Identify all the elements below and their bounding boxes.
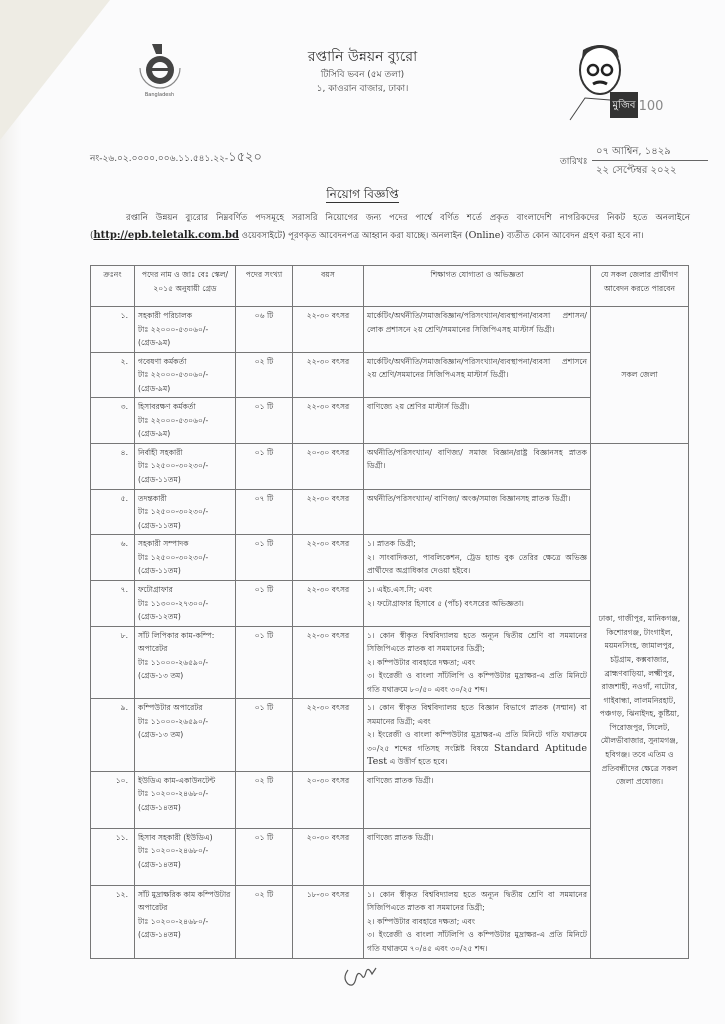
cell-serial: ৯. [91, 699, 135, 772]
table-row [91, 307, 689, 353]
cell-post [135, 699, 236, 772]
grade: (গ্রেড-১২তম) [138, 612, 181, 621]
cell-districts-all: সকল জেলা [591, 307, 689, 444]
org-name: রপ্তানি উন্নয়ন ব্যুরো [307, 49, 418, 65]
cell-age: ২২-৩০ বৎসর [293, 535, 364, 581]
pay-scale: টাঃ ১২৫০০-৩০২৩০/- [138, 461, 209, 470]
pay-scale: টাঃ ২২০০০-৫৩০৬০/- [138, 415, 209, 425]
cell-qualification [364, 699, 591, 772]
cell-serial: ৩. [91, 398, 135, 444]
grade: (গ্রেড-১১তম) [138, 474, 181, 484]
cell-post [135, 398, 236, 444]
cell-qualification [364, 398, 591, 444]
qual-line: ১। কোন স্বীকৃত বিশ্ববিদ্যালয় হতে অন্যূন দ্বিতীয় শ্রেণি বা সমমানের সিজিপিএতে স্নাতক বা সমমানের ডিগ্রী; [367, 630, 587, 653]
grade: (গ্রেড-১৪তম) [138, 802, 181, 812]
pay-scale: টাঃ ২২০০০-৫৩০৬০/- [138, 324, 209, 334]
intro-paragraph [90, 210, 690, 245]
post-name: গবেষণা কর্মকর্তা [138, 356, 187, 366]
post-name: নির্বাহী সহকারী [138, 447, 183, 457]
post-name: তদন্তকারী [138, 493, 167, 503]
header-serial: ক্রঃনং [91, 266, 135, 307]
vacancy-table [90, 265, 689, 959]
qual-tail: এ উত্তীর্ণ হতে হবে। [387, 757, 448, 766]
cell-qualification [364, 885, 591, 958]
pay-scale: টাঃ ২২০০০-৫৩০৬০/- [138, 370, 209, 379]
memo-number [90, 148, 262, 169]
grade: (গ্রেড-৯ম) [138, 383, 171, 393]
qual-line: ১। স্নাতক ডিগ্রী; [367, 539, 416, 548]
qual-line: বাণিজ্যে স্নাতক ডিগ্রী। [367, 775, 434, 785]
cell-districts-list: ঢাকা, গাজীপুর, মানিকগঞ্জ, কিশোরগঞ্জ, টাংগাইল, ময়মনসিংহ, জামালপুর, চট্টগ্রাম, কক্সবাজার, ব্রাহ্মণবাড়িয়া, লক্ষ্মীপুর, রাজশাহী, নওগাঁ, নাটোর, গাইবান্ধা, লালমনিরহাট, পঞ্চগড়, ঝিনাইদহ, কুষ্টিয়া, পিরোজপুর, সিলেট, মৌলভীবাজার, সুনামগঞ্জ, হবিগঞ্জ। তবে এতিম ও প্রতিবন্ধীদের ক্ষেত্রে সকল জেলা প্রযোজ্য। [591, 443, 689, 958]
pay-scale: টাঃ ১০২০০-২৪৬৮০/- [138, 846, 209, 855]
grade: (গ্রেড-১১তম) [138, 520, 181, 530]
qual-line: ২। সাংবাদিকতা, পাবলিকেশন, ট্রেড হ্যান্ড বুক তেরির ক্ষেত্রে অভিজ্ঞ প্রার্থীদের অগ্রাধিকার দেওয়া হইবে। [367, 552, 587, 575]
svg-text:Bangladesh: Bangladesh [144, 92, 175, 98]
pay-scale: টাঃ ১০২০০-২৪৬৮০/- [138, 916, 209, 926]
intro-text-3: ব্যতীত কোন আবেদন গ্রহণ করা হবে না। [504, 231, 644, 241]
date-bangla: ০৭ আশ্বিন, ১৪২৯ [596, 146, 671, 157]
header-post: পদের নাম ও জাঃ বেঃ স্কেল/২০১৫ অনুযায়ী গ্রেড [135, 266, 236, 307]
cell-qualification [364, 352, 591, 398]
cell-post [135, 443, 236, 489]
grade: (গ্রেড-৯ম) [138, 338, 171, 347]
cell-age: ২২-৩০ বৎসর [293, 699, 364, 772]
cell-count: ০৭ টি [236, 489, 293, 535]
pay-scale: টাঃ ১২৫০০-৩০২৩০/- [138, 552, 209, 562]
cell-age: ২২-৩০ বৎসর [293, 307, 364, 353]
cell-count: ০১ টি [236, 828, 293, 885]
header-count: পদের সংখ্যা [236, 266, 293, 307]
qual-line: মার্কেটিং/অর্থনীতি/সমাজবিজ্ঞান/পরিসংখ্যান/ব্যবস্থাপনা/ব্যবসা প্রশাসন/লোক প্রশাসনে ২য় শ্রেণি/সমমানের সিজিপিএসহ মাস্টার্স ডিগ্রী। [367, 311, 587, 334]
cell-age: ২০-৩০ বৎসর [293, 828, 364, 885]
svg-text:100: 100 [638, 99, 664, 114]
post-name: ফটোগ্রাফার [138, 585, 173, 594]
qual-line [367, 728, 587, 769]
cell-age: ২২-৩০ বৎসর [293, 398, 364, 444]
date-label: তারিখঃ [560, 157, 588, 167]
pay-scale: টাঃ ১১৩০০-২৭৩০০/- [138, 598, 209, 608]
cell-count: ০১ টি [236, 443, 293, 489]
cell-qualification [364, 535, 591, 581]
cell-qualification [364, 443, 591, 489]
cell-serial: ১০. [91, 771, 135, 828]
cell-count: ০১ টি [236, 699, 293, 772]
post-name: হিসাবরক্ষণ কর্মকর্তা [138, 402, 196, 411]
cell-count: ০১ টি [236, 535, 293, 581]
post-name: সাঁট মুদ্রাক্ষরিক কাম কম্পিউটার অপারেটর [138, 889, 231, 912]
cell-age: ২০-৩০ বৎসর [293, 771, 364, 828]
pay-scale: টাঃ ১২৫০০-৩০২৩০/- [138, 507, 209, 516]
cell-post [135, 626, 236, 699]
cell-qualification [364, 626, 591, 699]
post-name: সহকারী পরিচালক [138, 311, 193, 320]
post-name: হিসাব সহকারী (ইউডিএ) [138, 832, 213, 842]
page-title [0, 186, 725, 206]
application-url-link[interactable]: http://epb.teletalk.com.bd [93, 230, 239, 241]
date-divider [592, 160, 708, 161]
post-name: সহকারী সম্পাদক [138, 539, 189, 548]
qual-line: বাণিজ্যে ২য় শ্রেণির মাস্টার্স ডিগ্রী। [367, 402, 470, 411]
post-name: ইউডিএ কাম-একাউনটেন্ট [138, 775, 216, 785]
pay-scale: টাঃ ১১০০০-২৬৫৯০/- [138, 657, 209, 667]
cell-age: ২২-৩০ বৎসর [293, 581, 364, 627]
cell-count: ০১ টি [236, 581, 293, 627]
mujib-100-emblem-icon [555, 40, 665, 130]
intro-text-1: রপ্তানি উন্নয়ন ব্যুরোর নিম্নবর্ণিত পদসমূহে সরাসরি নিয়োগের জন্য পদের পার্শ্বে বর্ণিত শর্তে প্রকৃত বাংলাদেশি নাগরিকদের নিকট হতে অনলাইনে ( [90, 213, 690, 241]
post-name: সাঁট লিপিকার কাম-কম্পি: অপারেটর [138, 630, 215, 653]
qual-en-test: Standard Aptitude Test [367, 742, 587, 767]
qual-line: ৩। ইংরেজী ও বাংলা সাঁটলিপি ও কম্পিউটার মুদ্রাক্ষর-এ প্রতি মিনিটে গতি যথাক্রমে ৭০/৪৫ এবং ৩০/২৫ শব্দ। [367, 930, 587, 953]
header-districts: যে সকল জেলার প্রার্থীগণ আবেদন করতে পারবেন [591, 266, 689, 307]
cell-serial: ৮. [91, 626, 135, 699]
qual-line: অর্থনীতি/পরিসংখ্যান/ বাণিজ্য/ অংক/সমাজ বিজ্ঞানসহ স্নাতক ডিগ্রী। [367, 493, 571, 503]
cell-age: ১৮-৩০ বৎসর [293, 885, 364, 958]
qual-line: অর্থনীতি/পরিসংখ্যান/ বাণিজ্য/ সমাজ বিজ্ঞান/রাষ্ট্র বিজ্ঞানসহ স্নাতক ডিগ্রী। [367, 447, 587, 470]
cell-qualification [364, 581, 591, 627]
cell-post [135, 489, 236, 535]
memo-number-handwritten: ১৫২০ [228, 150, 262, 165]
cell-serial: ১. [91, 307, 135, 353]
address-line-2: ১, কাওরান বাজার, ঢাকা। [316, 84, 409, 94]
grade: (গ্রেড-১৩ তম) [138, 730, 184, 739]
cell-post [135, 352, 236, 398]
cell-post [135, 828, 236, 885]
post-name: কম্পিউটার অপারেটর [138, 703, 203, 712]
grade: (গ্রেড-১৪তম) [138, 930, 181, 939]
svg-text:মুজিব: মুজিব [612, 100, 636, 111]
cell-count: ০২ টি [236, 352, 293, 398]
cell-age: ২০-৩০ বৎসর [293, 443, 364, 489]
cell-count: ০৬ টি [236, 307, 293, 353]
qual-line: মার্কেটিং/অর্থনীতি/সমাজবিজ্ঞান/পরিসংখ্যান/ব্যবস্থাপনা/ব্যবসা প্রশাসনে ২য় শ্রেণি/সমমানের সিজিপিএসহ মাস্টার্স ডিগ্রী। [367, 356, 587, 379]
qual-line: ২। কম্পিউটার ব্যবহারে দক্ষতা; এবং [367, 657, 475, 667]
address-line-1: টিসিবি ভবন (৫ম তলা) [320, 70, 405, 80]
qual-text: ২। ইংরেজী ও বাংলা কম্পিউটার মুদ্রাক্ষর-এ প্রতি মিনিটে গতি যথাক্রমে ৩০/২৫ শব্দের গতিসহ সংশ্লিষ্ট বিষয়ে [367, 730, 587, 753]
cell-serial: ৬. [91, 535, 135, 581]
cell-post [135, 771, 236, 828]
qual-line: ২। ফটোগ্রাফার হিসাবে ৫ (পাঁচ) বৎসরের অভিজ্ঞতা। [367, 598, 524, 608]
cell-qualification [364, 307, 591, 353]
cell-qualification [364, 828, 591, 885]
qual-line: ১। কোন স্বীকৃত বিশ্ববিদ্যালয় হতে বিজ্ঞান বিভাগে স্নাতক (সম্মান) বা সমমানের ডিগ্রী; এবং [367, 703, 587, 726]
page-edge-shadow [0, 0, 22, 1024]
cell-post [135, 581, 236, 627]
header-qualification: শিক্ষাগত যোগ্যতা ও অভিজ্ঞতা [364, 266, 591, 307]
cell-serial: ১২. [91, 885, 135, 958]
cell-serial: ১১. [91, 828, 135, 885]
intro-online-en: (Online) [464, 230, 505, 241]
cell-age: ২২-৩০ বৎসর [293, 626, 364, 699]
pay-scale: টাঃ ১১০০০-২৬৫৯০/- [138, 716, 209, 726]
table-header-row [91, 266, 689, 307]
cell-qualification [364, 771, 591, 828]
cell-serial: ৫. [91, 489, 135, 535]
grade: (গ্রেড-১৪তম) [138, 859, 181, 869]
qual-line: ১। কোন স্বীকৃত বিশ্ববিদ্যালয় হতে অন্যূন দ্বিতীয় শ্রেণি বা সমমানের সিজিপিএতে স্নাতক বা সমমানের ডিগ্রী; [367, 889, 587, 912]
signature-icon [340, 960, 380, 990]
cell-count: ০১ টি [236, 626, 293, 699]
cell-post [135, 307, 236, 353]
cell-serial: ৭. [91, 581, 135, 627]
qual-line: ২। কম্পিউটার ব্যবহারে দক্ষতা; এবং [367, 916, 475, 926]
cell-serial: ২. [91, 352, 135, 398]
cell-serial: ৪. [91, 443, 135, 489]
cell-count: ০২ টি [236, 771, 293, 828]
header-age: বয়স [293, 266, 364, 307]
cell-post [135, 535, 236, 581]
date-english: ২২ সেপ্টেম্বর ২০২২ [596, 165, 677, 176]
cell-age: ২২-৩০ বৎসর [293, 489, 364, 535]
cell-age: ২২-৩০ বৎসর [293, 352, 364, 398]
memo-number-prefix: নং-২৬.০২.০০০০.০০৬.১১.৫৪১.২২- [90, 154, 229, 164]
grade: (গ্রেড-১৩ তম) [138, 671, 184, 680]
title-text: নিয়োগ বিজ্ঞপ্তি [326, 187, 399, 201]
grade: (গ্রেড-১১তম) [138, 566, 181, 575]
table-row [91, 443, 689, 489]
grade: (গ্রেড-৯ম) [138, 429, 171, 438]
cell-post [135, 885, 236, 958]
pay-scale: টাঃ ১০২০০-২৪৬৮০/- [138, 789, 209, 798]
qual-line: ৩। ইংরেজী ও বাংলা সাঁটলিপি ও কম্পিউটার মুদ্রাক্ষর-এ প্রতি মিনিটে গতি যথাক্রমে ৮০/৫০ এবং ৩০/২৫ শব্দ। [367, 671, 587, 694]
intro-text-2: ওয়েবসাইটে) পূরণকৃত আবেদনপত্র আহ্বান করা যাচ্ছে। অনলাইন [238, 231, 465, 241]
qual-line: ১। এইচ.এস.সি; এবং [367, 585, 432, 594]
cell-qualification [364, 489, 591, 535]
qual-line: বাণিজ্যে স্নাতক ডিগ্রী। [367, 832, 434, 842]
cell-count: ০১ টি [236, 398, 293, 444]
cell-count: ০২ টি [236, 885, 293, 958]
